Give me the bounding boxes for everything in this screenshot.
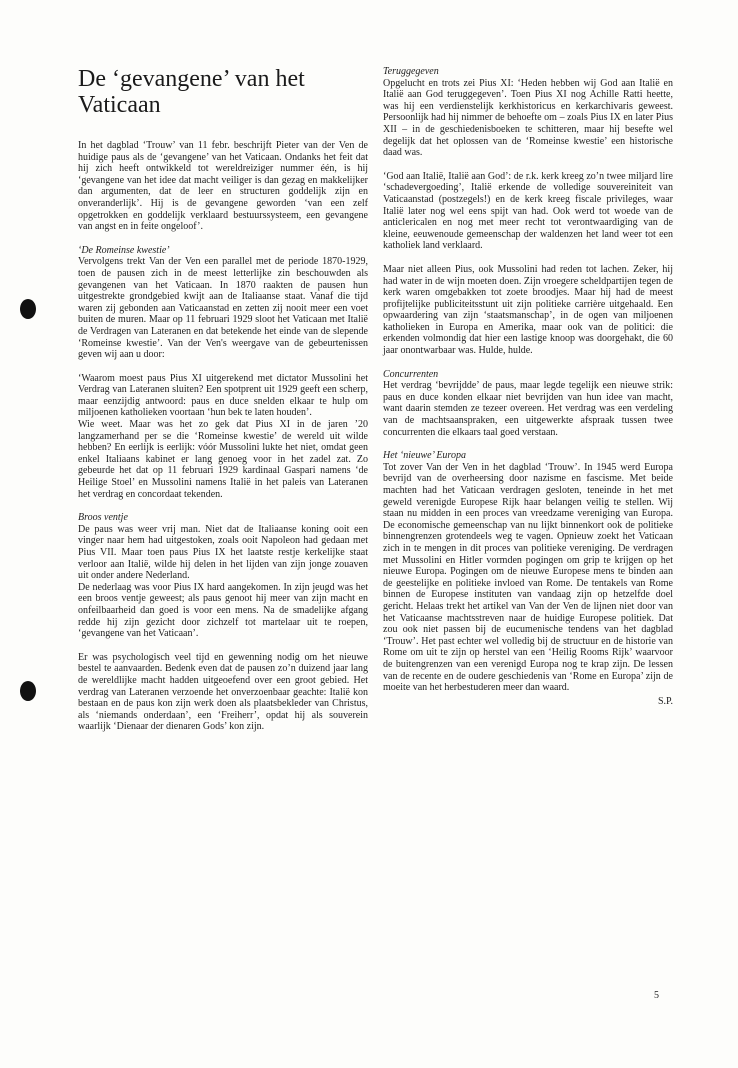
section-heading: Concurrenten [383,368,439,380]
section-heading: Teruggegeven [383,66,439,77]
paragraph: Wie weet. Maar was het zo gek dat Pius XI in de jaren ’20 langzamerhand per se die ‘Romeinse kwestie’ de wereld uit wilde hebben? En eerlijk is eerlijk: vóór Mussolini lukte het niet, omdat geen enkel Italiaans kabinet er lang genoeg voor in het zadel zat. Zo gebeurde het dat op 11 februari 1929 kardinaal Gaspari namens ‘de Heilige Stoel’ en Mussolini namens Italië in het paleis van Lateranen het verdrag en concordaat tekenden. [78,419,368,500]
punch-hole [20,299,36,319]
paragraph: De nederlaag was voor Pius IX hard aangekomen. In zijn jeugd was het een broos ventje geweest; als paus genoot hij meer van zijn macht en onfeilbaarheid dan goed is voor een mens. Na de smadelijke afgang redde hij zijn gezicht door zichzelf tot martelaar uit te roepen, ‘gevangene van het Vaticaan’. [78,581,368,640]
paragraph: Maar niet alleen Pius, ook Mussolini had reden tot lachen. Zeker, hij had water in de wijn moeten doen. Zijn vroegere scheldpartijen tegen de kerk waren omgebakken tot zoete broodjes. Maar hij had de meest profijtelijke publiciteitsstunt uit zijn politieke carrière uitgehaald. Een opwaardering van zijn ‘staatsmanschap’, in de ogen van miljoenen katholieken in Europa en Amerika, maar ook van de politici: die erkenden volmondig dat hier een lastige knoop was doorgehakt, die 60 jaar onontwarbaar was. Hulde, hulde. [383,263,673,357]
punch-hole [20,681,36,701]
intro-paragraph: In het dagblad ‘Trouw’ van 11 febr. beschrijft Pieter van der Ven de huidige paus als de ‘gevangene’ van het Vaticaan. Ondanks het feit dat hij zich heeft ontwikkeld tot wereldreiziger nummer één, is hij ‘gevangene van het idee dat macht veiliger is dan gezag en makkelijker dan argumenten, dat de leer en structuren goddelijk zijn en onveranderlijk’. Hij is de gevangene geworden ‘van een zelf opgetrokken en goddelijk verklaard bestuurssysteem, een gevangene van angst en in feite ongeloof’. [78,140,368,233]
article-title: De ‘gevangene’ van het Vaticaan [78,66,305,118]
paragraph: Tot zover Van der Ven in het dagblad ‘Trouw’. In 1945 werd Europa bevrijd van de overheersing door nazisme en fascisme. Met beide machten had het Vaticaan verdragen gesloten, teneinde in het met geweld verenigde Europese Rijk haar belangen veilig te stellen. Wij staan nu midden in een proces van vreedzame vereniging van Europa. De economische gemeenschap van nu lijkt binnenkort ook de politieke binnengrenzen grotendeels weg te vagen. Opnieuw zoekt het Vaticaan zich in te mengen in dit proces van politieke vereniging. De verdragen met Mussolini en Hitler vormden pogingen om grip te krijgen op het nieuwe Europa. Pogingen om de nieuwe Europese mens te binden aan de geestelijke en politieke invloed van Rome. De tentakels van Rome binnen de Europese instituten van vandaag zijn op hetzelfde doel gericht. Helaas trekt het artikel van Van der Ven de lijnen niet door van het Vaticaanse machtsstreven naar de huidige Europese politiek. Dat zou ook niet passen bij de eucumenische tendens van het dagblad ‘Trouw’. Het past echter wel volledig bij de structuur en de historie van Rome om uit te zijn op herstel van een ‘Heilig Rooms Rijk’ waarvoor de buitengrenzen van een verenigd Europa nog te krap zijn. De lessen van de recente en de oudere geschiedenis van ‘Rome en Europa’ zijn de moeite van het herbestuderen meer dan waard. [383,461,673,694]
paragraph: De paus was weer vrij man. Niet dat de Italiaanse koning ooit een vinger naar hem had uitgestoken, zoals ooit Napoleon had gedaan met Pius VII. Maar toen paus Pius IX het laatste restje kerkelijke staat verloor aan Italië, wilde hij delen in het lijden van zijn jonge zouaven uit onder andere Nederland. [78,523,368,582]
paragraph: Opgelucht en trots zei Pius XI: ‘Heden hebben wij God aan Italië en Italië aan God teruggegeven’. Toen Pius XI nog Achille Ratti heette, was hij een verdienstelijk kerkhistoricus en kerkarchivaris geweest. Persoonlijk had hij nimmer de behoefte om – zoals Pius IX en later Pius XII – in de geschiedenisboeken te schitteren, maar hij besefte wel degelijk dat het oplossen van de ‘Romeinse kwestie’ een historische daad was. [383,77,673,159]
paragraph: ‘Waarom moest paus Pius XI uitgerekend met dictator Mussolini het Verdrag van Lateranen sluiten? Een spotprent uit 1929 geeft een scherp, maar eenzijdig antwoord: paus en duce snelden elkaar te hulp om miljoenen katholieken voortaan ‘hun bek te laten houden’. [78,372,368,419]
paragraph: ‘God aan Italië, Italië aan God’: de r.k. kerk kreeg zo’n twee miljard lire ‘schadevergoeding’, Italië erkende de volledige souvereiniteit van Vaticaanstad (postzegels!) en de kerk kreeg fiscale privileges, waar Italië later nog wel eens spijt van had. Ook werd tot woede van de anticlericalen en nog met meer recht tot verontwaardiging van de kleine, eeuwenoude gemeenschap der waldenzen het land weer tot een katholiek land verklaard. [383,170,673,252]
author-signature: S.P. [657,695,673,707]
paragraph: Het verdrag ‘bevrijdde’ de paus, maar legde tegelijk een nieuwe strik: paus en duce konden elkaar niet bevrijden van hun idee van macht, want daarin stemden ze tezeer overeen. Het verdrag was een verdeling van de machtsaanspraken, een uitgewerkte afspraak tussen twee concurrenten die elkaars taal goed verstaan. [383,380,673,438]
page-number: 5 [654,990,659,1001]
paragraph: Vervolgens trekt Van der Ven een parallel met de periode 1870-1929, toen de pausen zich in de meest letterlijke zin beschouwden als gevangenen van het Vaticaan. In 1870 raakten de pausen hun uitgestrekte grondgebied kwijt aan de Italiaanse staat. Vanaf die tijd waren zij gebonden aan Vaticaanstad en zetten zij nooit meer een voet buiten de muren. Maar op 11 februari 1929 sloot het Vaticaan met Italië de Verdragen van Lateranen en dat betekende het einde van de slepende ‘Romeinse kwestie’. Van der Ven's weergave van de gebeurtenissen geven wij aan u door: [78,256,368,361]
section-heading: Het ‘nieuwe’ Europa [383,450,466,462]
paragraph: Er was psychologisch veel tijd en gewenning nodig om het nieuwe bestel te aanvaarden. Bedenk even dat de pausen zo’n duizend jaar lang de wereldlijke macht hadden uitgeoefend over een groot gebied. Het verdrag van Lateranen verzoende het onverzoenbaar geachte: Italië kon bestaan en de paus kon zijn werk doen als plaatsbekleder van Christus, als ‘niemands onderdaan’, een ‘Freiherr’, opdat hij als souverein waarlijk ‘Dienaar der dienaren Gods’ kon zijn. [78,651,368,733]
section-heading: Broos ventje [78,512,128,524]
section-heading: ‘De Romeinse kwestie’ [78,244,170,256]
left-column [78,66,368,741]
right-column [383,66,673,708]
